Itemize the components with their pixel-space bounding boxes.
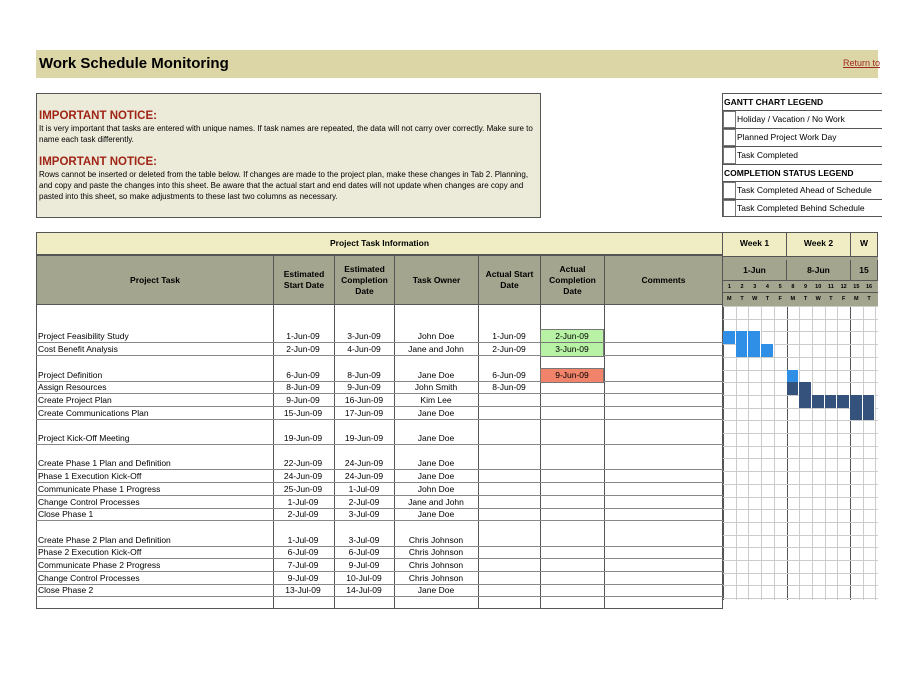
cell-task[interactable] (38, 445, 272, 458)
gantt-day-letter: T (803, 296, 808, 302)
cell-act-start[interactable] (478, 534, 540, 547)
cell-est-start[interactable]: 7-Jul-09 (287, 560, 319, 570)
cell-owner[interactable] (394, 445, 478, 458)
table-row (36, 394, 723, 407)
cell-owner[interactable]: Kim Lee (420, 394, 452, 405)
gantt-bar-cell (812, 395, 825, 408)
cell-act-start[interactable] (478, 483, 540, 496)
col-header-est-end: Estimated Completion Date (335, 256, 395, 304)
cell-owner[interactable] (394, 419, 478, 432)
gantt-bar-cell (799, 382, 812, 395)
cell-task[interactable]: Phase 1 Execution Kick-Off (38, 471, 142, 482)
cell-est-end[interactable] (334, 318, 394, 331)
table-row (36, 559, 723, 572)
cell-task[interactable]: Cost Benefit Analysis (38, 344, 118, 355)
cell-act-start[interactable] (478, 407, 540, 420)
table-row (36, 419, 723, 432)
legend-label-holiday: Holiday / Vacation / No Work (737, 114, 845, 124)
gantt-bar-cell (736, 331, 749, 344)
cell-owner[interactable] (394, 318, 478, 331)
notice-box (36, 93, 541, 218)
gantt-week-date: 8-Jun (787, 260, 851, 280)
cell-task[interactable]: Create Phase 1 Plan and Definition (38, 458, 171, 469)
cell-act-start[interactable] (478, 470, 540, 483)
legend-swatch-holiday (723, 111, 736, 128)
cell-act-end[interactable] (541, 546, 603, 559)
legend-panel (722, 93, 882, 217)
cell-act-end[interactable] (541, 508, 603, 521)
cell-est-start[interactable]: 25-Jun-09 (283, 483, 323, 494)
cell-act-start[interactable] (478, 457, 540, 470)
cell-est-start[interactable]: 6-Jun-09 (286, 369, 320, 380)
cell-act-end[interactable]: 2-Jun-09 (541, 330, 603, 343)
legend-label-completed: Task Completed (737, 150, 798, 160)
cell-owner[interactable] (394, 305, 478, 318)
cell-est-end[interactable]: 1-Jul-09 (348, 483, 380, 494)
cell-est-start[interactable]: 1-Jul-09 (287, 534, 319, 545)
cell-act-start[interactable] (478, 419, 540, 432)
cell-act-start[interactable] (478, 356, 540, 369)
cell-task[interactable]: Create Communications Plan (38, 407, 149, 418)
cell-task[interactable]: Create Phase 2 Plan and Definition (38, 534, 171, 545)
col-header-act-end: Actual Completion Date (541, 256, 605, 304)
cell-act-start[interactable]: 6-Jun-09 (492, 369, 526, 380)
gantt-day-letter: T (765, 296, 770, 302)
table-row (36, 305, 723, 318)
cell-act-end[interactable] (541, 394, 603, 407)
cell-act-end[interactable] (541, 356, 603, 369)
gantt-bar-cell (736, 344, 749, 357)
table-row (36, 330, 723, 343)
cell-est-start[interactable]: 13-Jul-09 (285, 585, 321, 596)
cell-est-start[interactable]: 2-Jul-09 (287, 509, 319, 520)
gantt-bar-cell (825, 395, 838, 408)
gantt-day-letter: M (790, 296, 796, 302)
gantt-bar-cell (787, 370, 800, 383)
cell-act-end[interactable] (541, 407, 603, 420)
gantt-day-number: 10 (815, 284, 822, 290)
legend-swatch-planned (723, 129, 736, 146)
gantt-bar-cell (787, 382, 800, 395)
cell-owner[interactable] (394, 356, 478, 369)
col-header-owner: Task Owner (395, 256, 479, 304)
cell-owner[interactable]: Jane Doe (417, 433, 455, 443)
col-header-task: Project Task (37, 256, 274, 304)
table-row (36, 470, 723, 483)
col-header-comments: Comments (641, 274, 686, 285)
cell-act-end[interactable]: 3-Jun-09 (541, 343, 603, 356)
gantt-day-number: 16 (865, 284, 873, 290)
cell-est-end[interactable]: 8-Jun-09 (347, 369, 381, 380)
cell-act-end[interactable] (541, 432, 603, 445)
column-header-row (36, 255, 723, 305)
cell-owner[interactable]: Jane Doe (417, 369, 455, 380)
cell-task[interactable] (38, 521, 272, 534)
cell-est-end[interactable]: 3-Jul-09 (348, 534, 380, 545)
cell-owner[interactable]: John Smith (414, 382, 458, 393)
gantt-bar-cell (837, 395, 850, 408)
notice-heading-2: IMPORTANT NOTICE: (39, 156, 157, 168)
cell-act-start[interactable] (478, 432, 540, 445)
table-row (36, 508, 723, 521)
table-row (36, 407, 723, 420)
cell-owner[interactable]: John Doe (417, 331, 455, 342)
cell-task[interactable]: Close Phase 1 (38, 509, 94, 520)
gantt-day-letter: T (829, 296, 833, 302)
legend-label-behind: Task Completed Behind Schedule (737, 203, 865, 213)
cell-act-start[interactable] (478, 508, 540, 521)
gantt-day-number: 15 (853, 284, 860, 290)
gantt-week-label: Week 2 (787, 233, 851, 256)
gantt-day-number: 4 (765, 284, 769, 290)
cell-act-start[interactable] (478, 521, 540, 534)
cell-act-end[interactable] (541, 559, 603, 572)
cell-est-end[interactable] (334, 356, 394, 369)
gantt-day-number: 5 (778, 284, 782, 290)
legend-label-ahead: Task Completed Ahead of Schedule (737, 185, 872, 195)
cell-act-end[interactable] (541, 572, 603, 585)
gantt-day-number: 2 (740, 284, 744, 290)
gantt-day-number: 11 (828, 284, 834, 290)
cell-est-start[interactable]: 24-Jun-09 (283, 471, 323, 482)
table-row (36, 356, 723, 369)
cell-act-start[interactable] (478, 318, 540, 331)
col-header-est-start: Estimated Start Date (274, 256, 335, 304)
cell-act-end[interactable] (541, 534, 603, 547)
table-row (36, 483, 723, 496)
cell-est-start[interactable] (273, 305, 333, 318)
cell-owner[interactable]: Jane and John (408, 496, 464, 507)
cell-est-end[interactable]: 19-Jun-09 (344, 433, 384, 443)
notice-text-2: Rows cannot be inserted or deleted from the table below. If changes are made to the project plan, make these changes in Tab 2. Planning, and copy and paste the changes into this sheet. Be aware that the actual start and end dates will not update when changes are copy and pasted into this sheet, so make adjustments to these last two columns as necessary. (39, 170, 529, 201)
gantt-day-letter: M (727, 296, 732, 302)
cell-act-end[interactable] (541, 445, 603, 458)
task-table (36, 305, 723, 609)
cell-act-start[interactable] (478, 572, 540, 585)
gantt-day-number: 8 (791, 284, 795, 290)
cell-est-end[interactable]: 16-Jun-09 (344, 394, 384, 405)
cell-est-end[interactable]: 3-Jun-09 (347, 331, 381, 342)
gantt-bar-cell (850, 395, 863, 408)
cell-task[interactable]: Change Control Processes (38, 572, 140, 583)
return-link[interactable]: Return to (843, 58, 881, 68)
cell-owner[interactable]: Jane Doe (417, 407, 455, 418)
cell-task[interactable] (38, 356, 272, 369)
gantt-day-number: 3 (753, 284, 757, 290)
cell-est-start[interactable] (273, 521, 333, 534)
cell-est-end[interactable] (334, 305, 394, 318)
cell-act-end[interactable]: 9-Jun-09 (541, 369, 603, 382)
gantt-bar-cell (850, 408, 863, 421)
cell-est-start[interactable]: 9-Jun-09 (286, 394, 320, 405)
cell-act-end[interactable] (541, 318, 603, 331)
cell-act-start[interactable] (478, 496, 540, 509)
section-header: Project Task Information (36, 232, 723, 255)
cell-est-end[interactable]: 24-Jun-09 (344, 471, 384, 482)
cell-task[interactable]: Communicate Phase 2 Progress (38, 560, 161, 570)
gantt-bar-cell (748, 344, 761, 357)
cell-est-start[interactable]: 22-Jun-09 (283, 458, 323, 469)
gantt-week-label: W (851, 233, 878, 256)
cell-est-start[interactable] (273, 356, 333, 369)
gantt-day-letter: W (752, 296, 758, 302)
cell-est-start[interactable] (273, 318, 333, 331)
cell-task[interactable]: Create Project Plan (38, 394, 112, 405)
cell-est-end[interactable] (334, 445, 394, 458)
legend-swatch-completed (723, 147, 736, 164)
gantt-bar-cell (748, 331, 761, 344)
gantt-day-header (723, 256, 878, 306)
cell-est-end[interactable] (334, 419, 394, 432)
cell-est-end[interactable]: 10-Jul-09 (346, 572, 382, 583)
cell-owner[interactable]: Chris Johnson (408, 547, 464, 558)
cell-owner[interactable]: Chris Johnson (408, 560, 464, 570)
cell-est-end[interactable] (334, 521, 394, 534)
cell-task[interactable]: Communicate Phase 1 Progress (38, 483, 161, 494)
cell-est-end[interactable]: 24-Jun-09 (344, 458, 384, 469)
gantt-day-letter: F (778, 296, 782, 302)
table-row (36, 521, 723, 534)
col-header-act-start: Actual Start Date (479, 256, 541, 304)
gantt-day-letter: F (841, 296, 846, 302)
gantt-day-number: 12 (840, 284, 847, 290)
cell-task[interactable]: Assign Resources (38, 382, 107, 393)
cell-owner[interactable]: John Doe (417, 483, 455, 494)
cell-act-start[interactable] (478, 305, 540, 318)
cell-est-end[interactable]: 4-Jun-09 (347, 344, 381, 355)
gantt-chart (723, 232, 878, 609)
cell-est-end[interactable]: 17-Jun-09 (344, 407, 384, 418)
table-row (36, 457, 723, 470)
table-row (36, 496, 723, 509)
cell-act-start[interactable] (478, 584, 540, 597)
cell-owner[interactable]: Chris Johnson (408, 534, 464, 545)
cell-owner[interactable]: Jane Doe (417, 458, 455, 469)
cell-task[interactable]: Project Kick-Off Meeting (38, 433, 130, 443)
cell-est-end[interactable]: 9-Jul-09 (348, 560, 380, 570)
cell-act-end[interactable] (541, 381, 603, 394)
table-row (36, 318, 723, 331)
cell-act-start[interactable]: 2-Jun-09 (492, 344, 526, 355)
cell-act-end[interactable] (541, 483, 603, 496)
cell-act-end[interactable] (541, 521, 603, 534)
cell-owner[interactable]: Jane Doe (417, 509, 455, 520)
cell-act-end[interactable] (541, 496, 603, 509)
gantt-day-letter: M (854, 296, 859, 302)
cell-task[interactable]: Close Phase 2 (38, 585, 94, 596)
cell-act-end[interactable] (541, 584, 603, 597)
legend-swatch-behind (723, 200, 736, 217)
cell-est-end[interactable]: 2-Jul-09 (348, 496, 380, 507)
gantt-bar-cell (723, 331, 736, 344)
cell-task[interactable] (38, 419, 272, 432)
cell-est-start[interactable] (273, 419, 333, 432)
gantt-bar-cell (761, 344, 774, 357)
gantt-week-label: Week 1 (723, 233, 787, 256)
table-row (36, 381, 723, 394)
cell-est-end[interactable]: 14-Jul-09 (346, 585, 382, 596)
cell-act-end[interactable] (541, 419, 603, 432)
gantt-week-date: 1-Jun (723, 260, 787, 280)
table-row (36, 546, 723, 559)
cell-est-start[interactable] (273, 445, 333, 458)
cell-act-start[interactable] (478, 445, 540, 458)
gantt-day-letter: W (815, 296, 821, 302)
notice-heading-1: IMPORTANT NOTICE: (39, 110, 157, 122)
cell-act-start[interactable] (478, 394, 540, 407)
cell-owner[interactable]: Jane and John (408, 344, 464, 355)
notice-text-1: It is very important that tasks are entered with unique names. If task names are repeated, the data will not carry over correctly. Make sure to name each task differently. (39, 124, 533, 144)
cell-act-end[interactable] (541, 457, 603, 470)
cell-est-start[interactable]: 15-Jun-09 (283, 407, 323, 418)
gantt-bar-cell (863, 408, 876, 421)
cell-owner[interactable]: Chris Johnson (408, 572, 464, 583)
cell-est-start[interactable]: 1-Jun-09 (286, 331, 320, 342)
cell-est-end[interactable]: 6-Jul-09 (348, 547, 380, 558)
table-row (36, 343, 723, 356)
cell-task[interactable]: Phase 2 Execution Kick-Off (38, 547, 142, 558)
cell-owner[interactable]: Jane Doe (417, 585, 455, 596)
cell-est-start[interactable]: 9-Jul-09 (287, 572, 319, 583)
cell-task[interactable] (38, 318, 272, 331)
table-row (36, 534, 723, 547)
cell-task[interactable]: Project Definition (38, 369, 103, 380)
legend-swatch-ahead (723, 182, 736, 199)
status-legend-title: COMPLETION STATUS LEGEND (724, 168, 854, 178)
table-row (36, 572, 723, 585)
gantt-bar-cell (799, 395, 812, 408)
legend-label-planned: Planned Project Work Day (737, 132, 837, 142)
page-title: Work Schedule Monitoring (39, 55, 229, 72)
cell-task[interactable]: Project Feasibility Study (38, 331, 129, 342)
cell-act-start[interactable] (478, 546, 540, 559)
table-row (36, 584, 723, 597)
cell-est-start[interactable]: 19-Jun-09 (283, 433, 323, 443)
gantt-day-number: 9 (804, 284, 808, 290)
cell-task[interactable] (38, 305, 272, 318)
cell-est-start[interactable]: 8-Jun-09 (286, 382, 320, 393)
cell-est-end[interactable]: 9-Jun-09 (347, 382, 381, 393)
table-row (36, 445, 723, 458)
cell-est-start[interactable]: 6-Jul-09 (287, 547, 319, 558)
cell-est-start[interactable]: 2-Jun-09 (286, 344, 320, 355)
cell-act-start[interactable] (478, 559, 540, 572)
cell-task[interactable]: Change Control Processes (38, 496, 140, 507)
gantt-day-letter: T (867, 296, 871, 302)
gantt-legend-title: GANTT CHART LEGEND (724, 97, 824, 107)
cell-owner[interactable] (394, 521, 478, 534)
cell-act-start[interactable]: 1-Jun-09 (492, 331, 526, 342)
cell-owner[interactable]: Jane Doe (417, 471, 455, 482)
gantt-week-date: 15 (851, 260, 878, 280)
cell-est-start[interactable]: 1-Jul-09 (287, 496, 319, 507)
cell-est-end[interactable]: 3-Jul-09 (348, 509, 380, 520)
cell-act-start[interactable]: 8-Jun-09 (492, 382, 526, 393)
gantt-day-number: 1 (727, 284, 731, 290)
table-row (36, 432, 723, 445)
cell-act-end[interactable] (541, 305, 603, 318)
cell-act-end[interactable] (541, 470, 603, 483)
gantt-day-letter: T (740, 296, 744, 302)
gantt-bar-cell (863, 395, 876, 408)
table-row (36, 369, 723, 382)
